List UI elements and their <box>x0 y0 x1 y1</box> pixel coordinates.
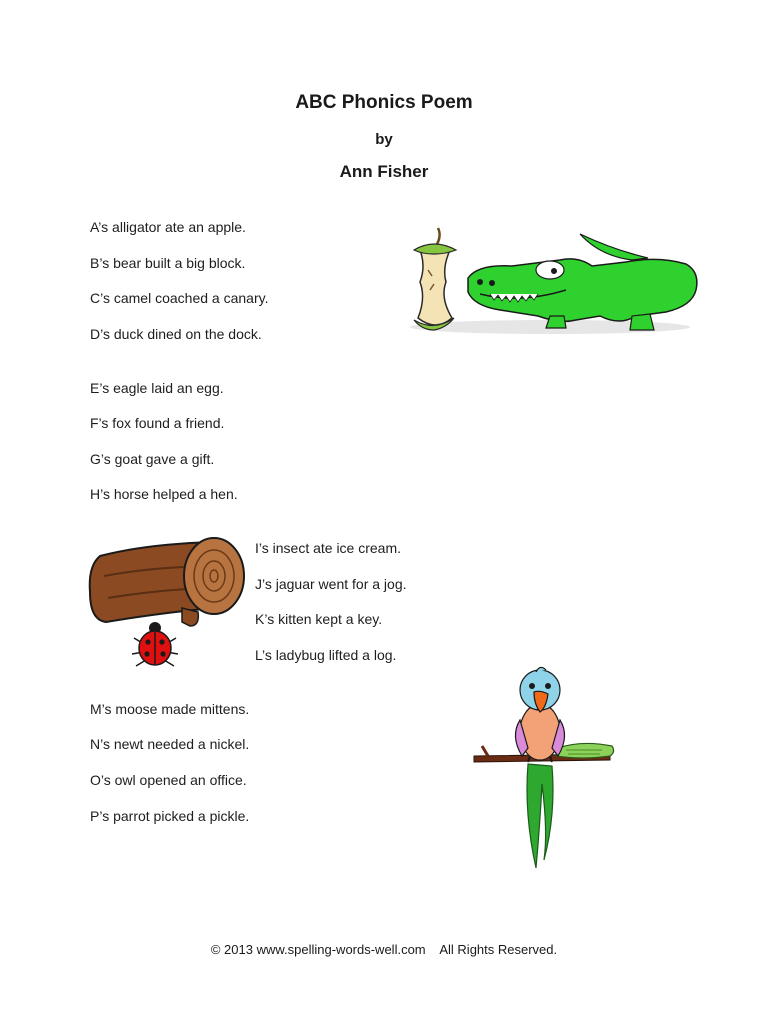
copyright-footer: © 2013 www.spelling-words-well.com All Rights Reserved. <box>210 942 558 957</box>
poem-line-d: D’s duck dined on the dock. <box>90 326 262 342</box>
parrot-pickle-illustration <box>470 664 620 874</box>
poem-line-l: L’s ladybug lifted a log. <box>255 647 397 663</box>
ladybug-icon <box>132 622 178 666</box>
pickle-icon <box>556 743 614 758</box>
log-ladybug-illustration <box>86 536 248 668</box>
poem-line-i: I’s insect ate ice cream. <box>255 540 402 556</box>
poem-line-n: N’s newt needed a nickel. <box>90 736 250 752</box>
parrot-icon <box>515 667 564 868</box>
alligator-apple-illustration <box>400 220 705 340</box>
poem-line-a: A’s alligator ate an apple. <box>90 219 246 235</box>
poem-line-b: B’s bear built a big block. <box>90 255 246 271</box>
byline-by: by <box>375 131 393 148</box>
poem-line-o: O’s owl opened an office. <box>90 772 247 788</box>
poem-line-m: M’s moose made mittens. <box>90 701 250 717</box>
poem-line-c: C’s camel coached a canary. <box>90 290 269 306</box>
poem-line-p: P’s parrot picked a pickle. <box>90 808 250 824</box>
poem-line-h: H’s horse helped a hen. <box>90 486 238 502</box>
poem-line-g: G’s goat gave a gift. <box>90 451 215 467</box>
author-name: Ann Fisher <box>339 162 429 181</box>
alligator-icon <box>468 234 697 330</box>
poem-line-k: K’s kitten kept a key. <box>255 611 383 627</box>
poem-title: ABC Phonics Poem <box>295 92 473 113</box>
poem-line-j: J’s jaguar went for a jog. <box>255 576 407 592</box>
apple-core-icon <box>414 228 456 330</box>
poem-line-e: E’s eagle laid an egg. <box>90 380 224 396</box>
log-icon <box>90 538 244 626</box>
poem-line-f: F’s fox found a friend. <box>90 415 225 431</box>
